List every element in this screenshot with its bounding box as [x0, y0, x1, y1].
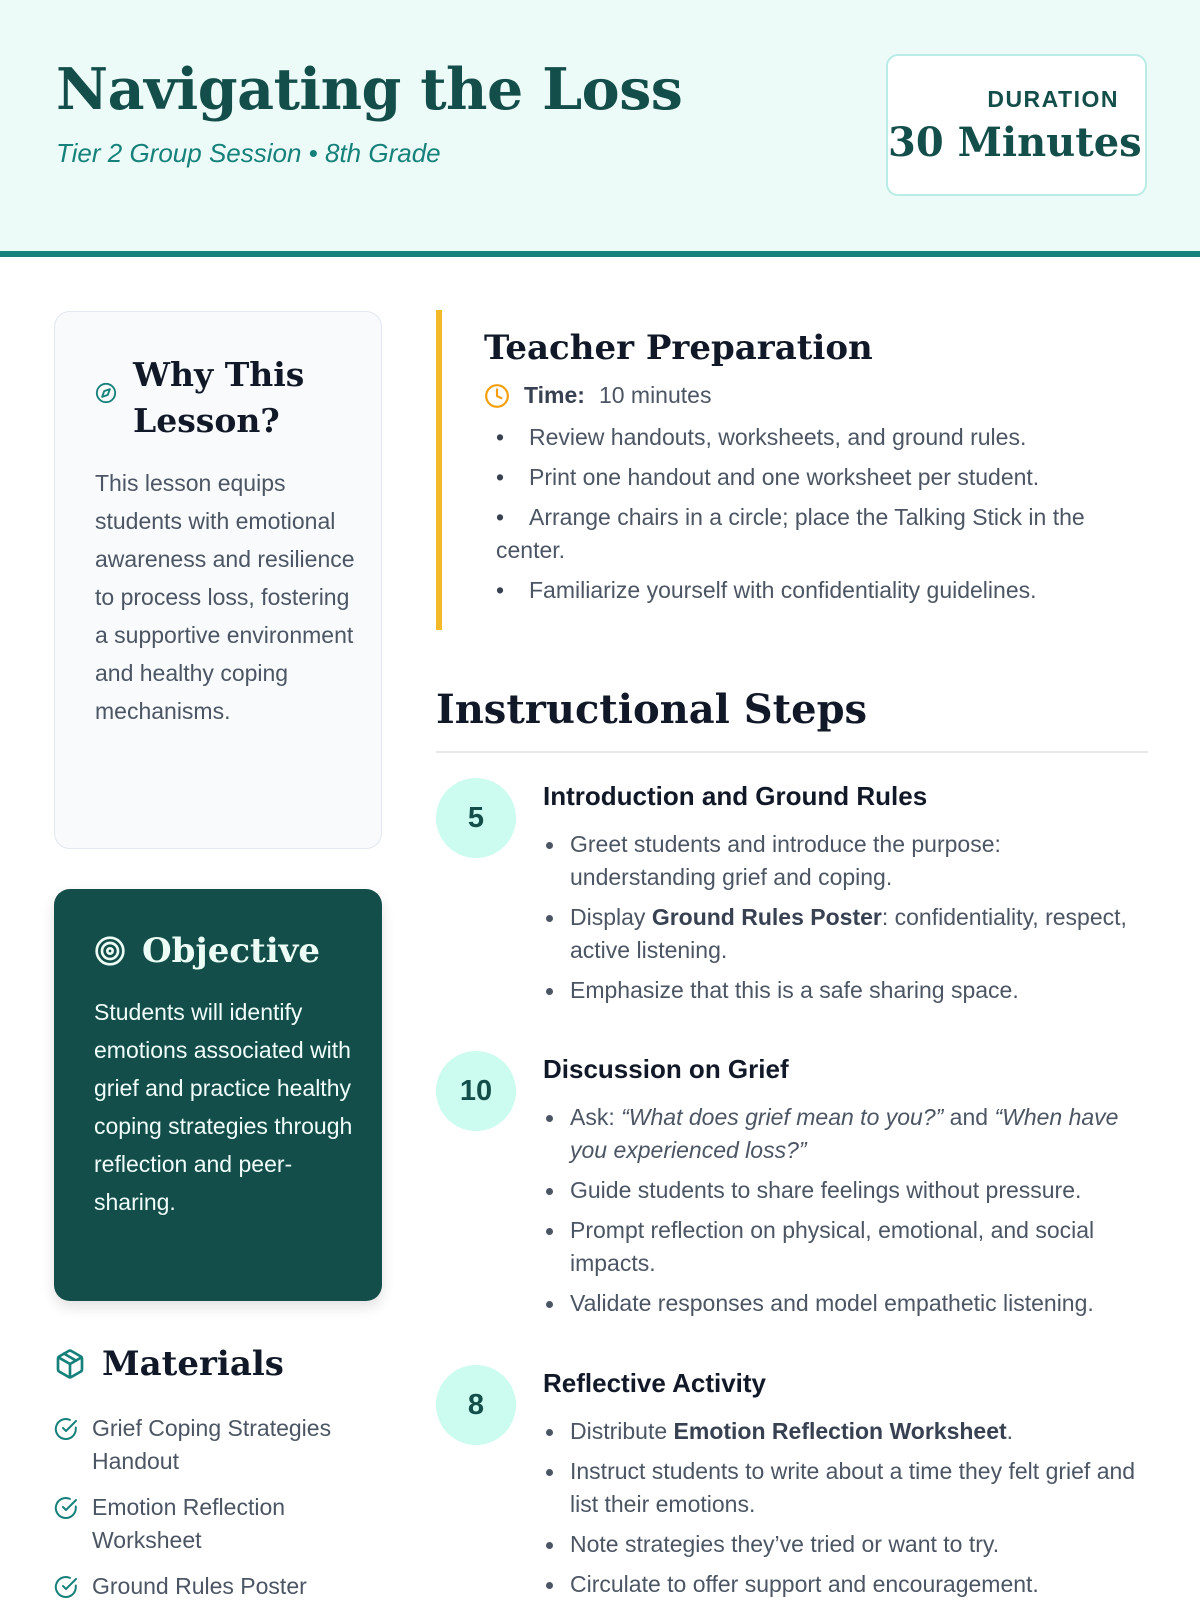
clock-icon [484, 383, 510, 409]
list-item: Ask: “What does grief mean to you?” and “When have you experienced loss?” [543, 1101, 1143, 1167]
preparation-list [484, 421, 1148, 607]
step-minutes-badge: 8 [436, 1365, 516, 1445]
list-item: • Familiarize yourself with confidentiality guidelines. [496, 574, 1148, 607]
list-item: Display Ground Rules Poster: confidentiality, respect, active listening. [543, 901, 1143, 967]
duration-label: DURATION [987, 86, 1119, 112]
objective-card [54, 889, 382, 1301]
compass-icon [95, 382, 117, 404]
objective-text: Students will identify emotions associated with grief and practice healthy coping strategies through reflection and peer-sharing. [94, 999, 353, 1215]
list-item: Emphasize that this is a safe sharing space. [543, 974, 1143, 1007]
step-minutes-badge: 10 [436, 1051, 516, 1131]
list-item [54, 1570, 384, 1600]
list-item: • Arrange chairs in a circle; place the Talking Stick in the center. [496, 501, 1148, 567]
preparation-time [484, 382, 1148, 409]
step-title: Discussion on Grief [543, 1054, 789, 1084]
list-item [54, 1491, 384, 1557]
step-title: Reflective Activity [543, 1368, 767, 1398]
material-label: Emotion Reflection Worksheet [92, 1494, 286, 1553]
list-item: • Print one handout and one worksheet per student. [496, 461, 1148, 494]
objective-title: Objective [142, 931, 321, 971]
materials-header [54, 1344, 284, 1384]
teacher-preparation-section [436, 310, 1148, 630]
list-item: • Review handouts, worksheets, and ground rules. [496, 421, 1148, 454]
list-item: Instruct students to write about a time they felt grief and list their emotions. [543, 1455, 1143, 1521]
check-circle-icon [54, 1496, 78, 1520]
why-lesson-text: This lesson equips students with emotional awareness and resilience to process loss, fostering a supportive environment and healthy coping mechanisms. [95, 470, 355, 724]
material-label: Grief Coping Strategies Handout [92, 1415, 332, 1474]
list-item: Note strategies they’ve tried or want to try. [543, 1528, 1143, 1561]
list-item: Greet students and introduce the purpose: understanding grief and coping. [543, 828, 1143, 894]
page-header [0, 0, 1200, 257]
step-list [543, 1101, 1143, 1327]
list-item: Validate responses and model empathetic listening. [543, 1287, 1143, 1320]
why-lesson-card [54, 311, 382, 849]
duration-value: 30 Minutes [888, 119, 1142, 166]
materials-title: Materials [102, 1344, 284, 1384]
page-title: Navigating the Loss [56, 56, 683, 123]
materials-list [54, 1412, 384, 1600]
page-subtitle: Tier 2 Group Session • 8th Grade [56, 138, 441, 168]
duration-card [886, 54, 1147, 196]
list-item [54, 1412, 384, 1478]
check-circle-icon [54, 1417, 78, 1441]
package-icon [54, 1348, 86, 1380]
list-item: Prompt reflection on physical, emotional, and social impacts. [543, 1214, 1143, 1280]
preparation-title: Teacher Preparation [484, 328, 873, 368]
why-lesson-title: Why This Lesson? [133, 355, 305, 440]
instructional-steps-title: Instructional Steps [436, 686, 868, 733]
step-minutes-badge: 5 [436, 778, 516, 858]
step-list [543, 1415, 1143, 1600]
list-item: Guide students to share feelings without pressure. [543, 1174, 1143, 1207]
material-label: Ground Rules Poster [92, 1573, 307, 1599]
check-circle-icon [54, 1575, 78, 1599]
step-list [543, 828, 1143, 1014]
list-item: Distribute Emotion Reflection Worksheet. [543, 1415, 1143, 1448]
time-value: 10 minutes [598, 382, 712, 408]
time-label: Time: [524, 382, 585, 408]
divider [436, 751, 1148, 753]
list-item: Circulate to offer support and encouragement. [543, 1568, 1143, 1600]
target-icon [94, 935, 126, 967]
step-title: Introduction and Ground Rules [543, 781, 928, 811]
